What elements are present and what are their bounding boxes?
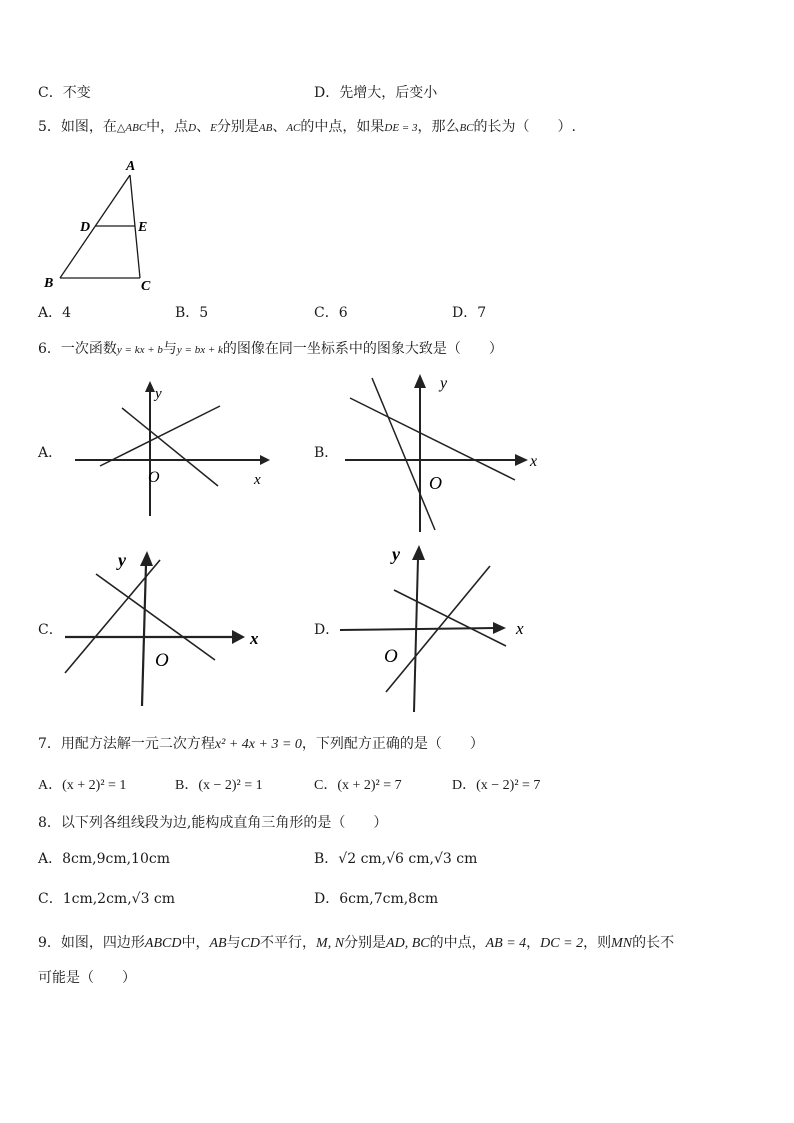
q6-function-2: y = bx + k xyxy=(176,344,223,356)
q6b-line-1 xyxy=(350,398,515,480)
q5-label-c: C xyxy=(141,279,151,294)
q5-sep-2: 、 xyxy=(272,119,287,135)
q7-text-2: ，下列配方正确的是（ ） xyxy=(301,736,484,752)
q6a-line-1 xyxy=(100,406,220,466)
q5-segment-ab: AB xyxy=(258,122,273,134)
q6a-label-y: y xyxy=(155,386,162,402)
question-7 xyxy=(38,733,484,753)
q6b-label-o: O xyxy=(429,473,442,493)
q5-text-5: ，那么 xyxy=(417,119,460,135)
q5-text-1: 如图，在 xyxy=(60,119,117,135)
q6-graph-a xyxy=(70,378,270,518)
q5-number: 5． xyxy=(38,119,61,135)
q9-quad-name: ABCD xyxy=(144,936,182,951)
q5-text-3: 分别是 xyxy=(216,119,259,135)
q9-text-6: 的中点， xyxy=(429,935,486,951)
question-6 xyxy=(38,338,503,358)
q5-label-b: B xyxy=(44,276,54,291)
q5-option-d: D．7 xyxy=(452,305,487,321)
q8-option-d: D．6cm,7cm,8cm xyxy=(314,891,439,907)
q6-function-1: y = kx + b xyxy=(116,344,163,356)
q9-text-1: 如图，四边形 xyxy=(60,935,145,951)
q5-point-e: E xyxy=(210,122,217,134)
q6-option-a-label: A． xyxy=(38,445,63,461)
q6c-line-2 xyxy=(96,574,215,660)
q6-graph-b xyxy=(340,370,550,535)
q9-segments-ad-bc: AD, BC xyxy=(386,936,430,951)
q5-sep-1: 、 xyxy=(196,119,211,135)
q5-text-4: 的中点，如果 xyxy=(300,119,385,135)
q7-option-a: A．(x + 2)² = 1 xyxy=(38,778,127,793)
q9-text-5: 分别是 xyxy=(344,935,387,951)
q6a-y-arrow xyxy=(145,381,155,392)
q8-option-b: B．√2 cm,√6 cm,√3 cm xyxy=(314,851,478,867)
question-8 xyxy=(38,812,387,832)
q6c-x-arrow xyxy=(232,630,245,644)
q9-line-2: 可能是（ ） xyxy=(38,970,136,986)
q7-option-b: B．(x − 2)² = 1 xyxy=(175,778,263,793)
q6b-line-2 xyxy=(372,378,435,530)
q5-text-2: 中，点 xyxy=(146,119,189,135)
q5-segment-bc: BC xyxy=(459,122,474,134)
q6d-label-y: y xyxy=(392,544,400,564)
q6-option-b-label: B． xyxy=(314,445,339,461)
q5-text-6: 的长为（ ）. xyxy=(473,119,576,135)
q6c-line-1 xyxy=(65,560,160,673)
q6d-x-arrow xyxy=(493,622,506,634)
q8-option-c: C．1cm,2cm,√3 cm xyxy=(38,891,176,907)
q8-text: 以下列各组线段为边,能构成直角三角形的是（ ） xyxy=(60,815,388,831)
q5-option-b: B．5 xyxy=(175,305,209,321)
q5-equation: DE = 3 xyxy=(384,122,418,134)
q6a-label-x: x xyxy=(254,472,261,488)
q9-points-mn: M, N xyxy=(316,936,345,951)
q5-segment-ac: AC xyxy=(286,122,301,134)
q6b-label-y: y xyxy=(440,375,448,392)
q9-text-8: ，则 xyxy=(583,935,612,951)
q6d-label-o: O xyxy=(384,646,398,667)
q4-option-d: D．先增大，后变小 xyxy=(314,85,438,101)
q6-text-1: 一次函数 xyxy=(60,341,117,357)
q6a-x-arrow xyxy=(260,455,270,465)
q6-graph-c xyxy=(60,548,275,708)
q6b-y-arrow xyxy=(414,374,426,388)
q5-label-e: E xyxy=(138,220,148,235)
q7-text-1: 用配方法解一元二次方程 xyxy=(60,736,215,752)
question-9 xyxy=(38,932,674,952)
q6c-y-axis xyxy=(142,564,146,706)
q6-option-c-label: C． xyxy=(38,622,63,638)
q7-option-c: C．(x + 2)² = 7 xyxy=(314,778,402,793)
q6d-y-arrow xyxy=(412,545,425,560)
q7-equation: x² + 4x + 3 = 0 xyxy=(214,737,302,752)
q5-label-d: D xyxy=(80,220,91,235)
q5-point-d: D xyxy=(188,122,197,134)
q8-number: 8． xyxy=(38,815,61,831)
q8-option-a: A．8cm,9cm,10cm xyxy=(38,851,170,867)
question-5 xyxy=(38,116,576,136)
q7-number: 7． xyxy=(38,736,61,752)
q6b-x-arrow xyxy=(515,454,528,466)
q6-graph-d xyxy=(338,540,538,715)
q9-number: 9． xyxy=(38,935,61,951)
q9-text-7: ， xyxy=(526,935,541,951)
q5-option-c: C．6 xyxy=(314,305,348,321)
q5-label-a: A xyxy=(126,159,136,174)
q6c-y-arrow xyxy=(140,551,153,566)
q9-text-2: 中， xyxy=(181,935,210,951)
q7-option-d: D．(x − 2)² = 7 xyxy=(452,778,541,793)
q5-triangle-figure xyxy=(30,155,170,295)
q9-segment-cd: CD xyxy=(240,936,261,951)
q5-triangle-symbol: △ xyxy=(116,121,126,134)
q9-text-3: 与 xyxy=(226,935,241,951)
q9-equation-2: DC = 2 xyxy=(540,936,584,951)
q6-text-3: 的图像在同一坐标系中的图象大致是（ ） xyxy=(222,341,503,357)
q9-text-9: 的长不 xyxy=(632,935,675,951)
q6-text-2: 与 xyxy=(162,341,177,357)
q6a-label-o: O xyxy=(148,469,160,486)
q9-equation-1: AB = 4 xyxy=(485,936,527,951)
q6-option-d-label: D． xyxy=(314,622,340,638)
q6c-label-o: O xyxy=(155,650,169,671)
q5-option-a: A．4 xyxy=(38,305,72,321)
q9-segment-mn: MN xyxy=(611,936,633,951)
q6-number: 6． xyxy=(38,341,61,357)
q6c-label-x: x xyxy=(250,629,259,648)
q6d-y-axis xyxy=(414,558,418,712)
q9-text-4: 不平行， xyxy=(260,935,317,951)
q6d-line-2 xyxy=(394,590,506,646)
q5-triangle-name: ABC xyxy=(125,122,147,134)
q9-segment-ab: AB xyxy=(209,936,227,951)
q4-option-c: C．不变 xyxy=(38,85,91,101)
q6b-label-x: x xyxy=(530,453,538,470)
q6d-label-x: x xyxy=(516,619,524,638)
q6c-label-y: y xyxy=(118,550,126,570)
